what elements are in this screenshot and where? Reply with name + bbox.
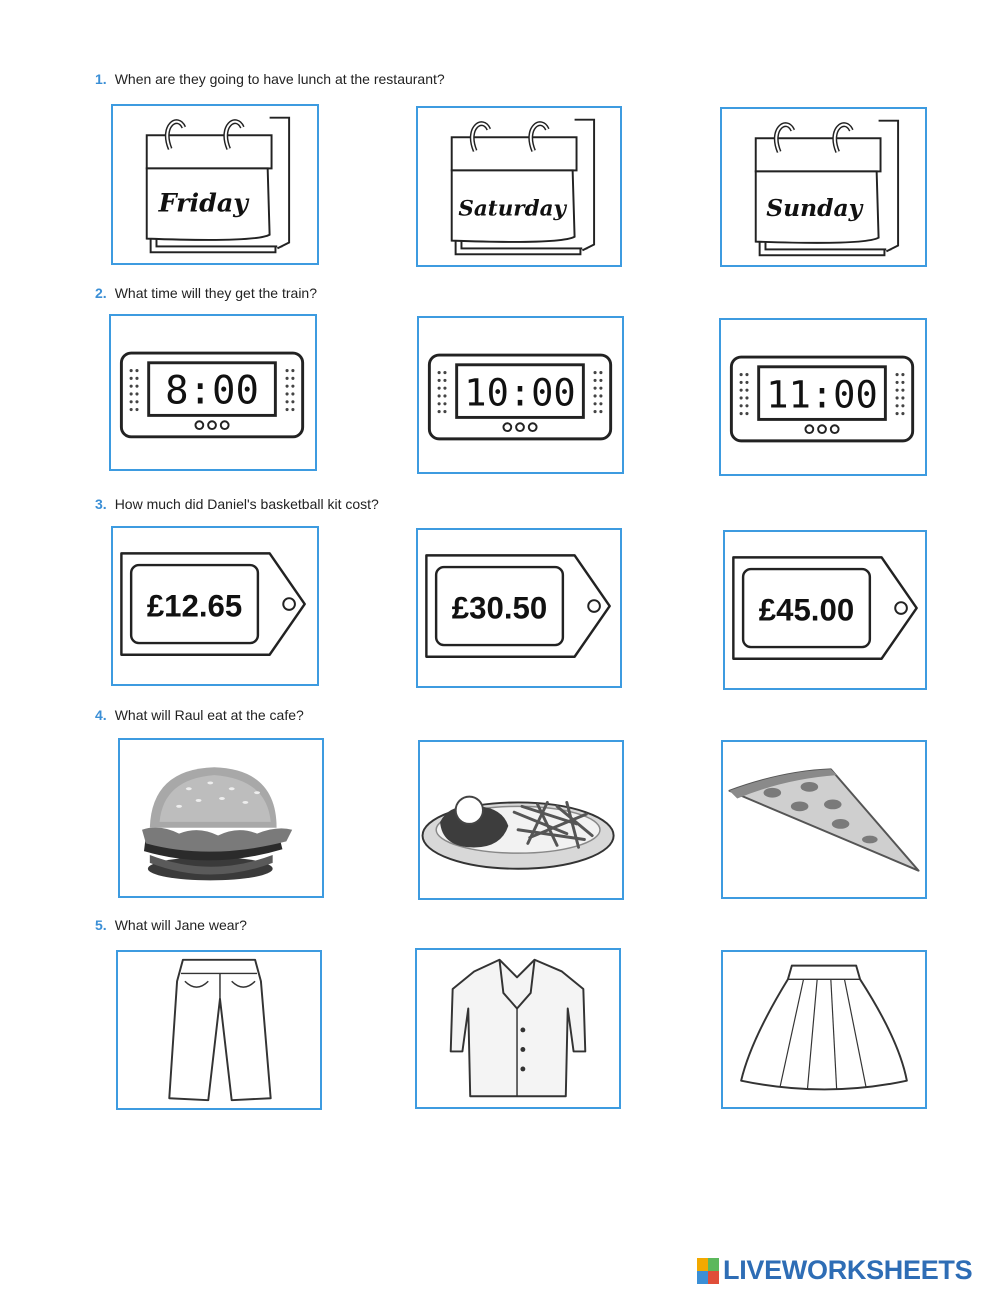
question-number: 1. <box>95 71 107 87</box>
option-8-00[interactable] <box>109 314 317 471</box>
digital-clock-icon <box>419 318 622 472</box>
steak-and-fries-icon <box>420 742 622 898</box>
question-text: What time will they get the train? <box>114 285 317 301</box>
price-tag-icon <box>725 532 925 688</box>
option-skirt[interactable] <box>721 950 927 1109</box>
question-number: 2. <box>95 285 107 301</box>
option-45-00[interactable] <box>723 530 927 690</box>
calendar-day-label: Friday <box>158 187 249 218</box>
clock-time-label: 11:00 <box>766 373 878 417</box>
calendar-day-label: Saturday <box>458 196 566 222</box>
option-trousers[interactable] <box>116 950 322 1110</box>
question-5 <box>95 917 247 933</box>
question-2 <box>95 285 317 301</box>
clock-time-label: 10:00 <box>464 371 576 415</box>
option-saturday[interactable] <box>416 106 622 267</box>
logo-mark-square <box>708 1258 719 1271</box>
burger-icon <box>120 740 322 896</box>
skirt-icon <box>723 952 925 1107</box>
question-4 <box>95 707 304 723</box>
logo-mark-square <box>697 1258 708 1271</box>
logo-mark-square <box>708 1271 719 1284</box>
clock-time-label: 8:00 <box>165 368 259 414</box>
calendar-icon <box>113 106 317 263</box>
question-text: When are they going to have lunch at the restaurant? <box>114 71 445 87</box>
calendar-day-label: Sunday <box>766 194 863 223</box>
option-sunday[interactable] <box>720 107 927 267</box>
question-text: How much did Daniel's basketball kit cost? <box>114 496 379 512</box>
calendar-icon <box>722 109 925 265</box>
question-text: What will Raul eat at the cafe? <box>114 707 304 723</box>
question-text: What will Jane wear? <box>114 917 247 933</box>
option-burger[interactable] <box>118 738 324 898</box>
logo-text: LIVEWORKSHEETS <box>723 1255 973 1285</box>
liveworksheets-logo <box>697 1255 972 1286</box>
price-label: £12.65 <box>146 588 243 624</box>
price-tag-icon <box>418 530 620 686</box>
option-12-65[interactable] <box>111 526 319 686</box>
price-label: £30.50 <box>451 590 548 626</box>
price-label: £45.00 <box>758 592 855 628</box>
option-steak-and-fries[interactable] <box>418 740 624 900</box>
option-11-00[interactable] <box>719 318 927 476</box>
option-30-50[interactable] <box>416 528 622 688</box>
trousers-icon <box>118 952 320 1108</box>
question-3 <box>95 496 379 512</box>
logo-mark-square <box>697 1271 708 1284</box>
question-number: 4. <box>95 707 107 723</box>
logo-mark-icon <box>697 1258 719 1284</box>
pizza-slice-icon <box>723 742 925 897</box>
digital-clock-icon <box>721 320 925 474</box>
option-friday[interactable] <box>111 104 319 265</box>
digital-clock-icon <box>111 316 315 469</box>
question-1 <box>95 71 445 87</box>
option-pizza-slice[interactable] <box>721 740 927 899</box>
question-number: 3. <box>95 496 107 512</box>
jacket-icon <box>417 950 619 1107</box>
option-jacket[interactable] <box>415 948 621 1109</box>
calendar-icon <box>418 108 620 265</box>
option-10-00[interactable] <box>417 316 624 474</box>
price-tag-icon <box>113 528 317 684</box>
question-number: 5. <box>95 917 107 933</box>
